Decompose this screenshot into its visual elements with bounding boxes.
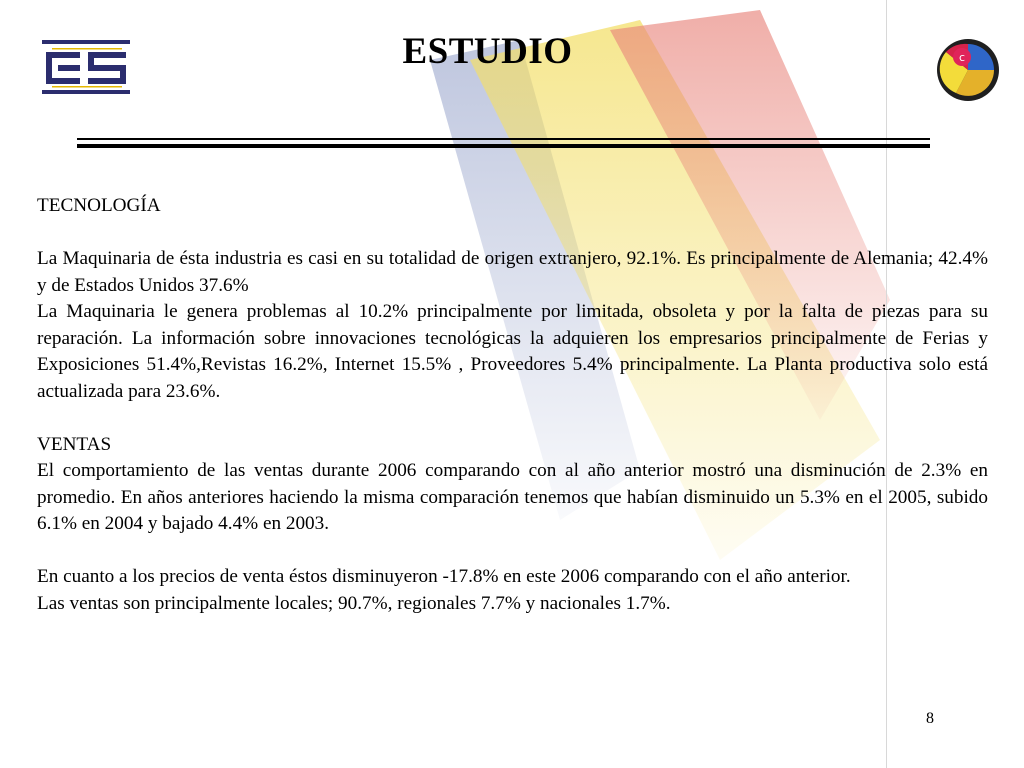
sales-paragraph-2: En cuanto a los precios de venta éstos disminuyeron -17.8% en este 2006 comparando con el año anterior. — [37, 566, 851, 587]
sales-heading: VENTAS — [37, 433, 112, 455]
title-rule-thick — [77, 144, 930, 148]
sales-paragraph-1: El comportamiento de las ventas durante 2006 comparando con al año anterior mostró una disminución de 2.3% en promedio. En años anteriores haciendo la misma comparación tenemos que habían disminuido un 5.3% en el 2005, subido 6.1% en 2004 y bajado 4.4% en 2003. — [37, 460, 988, 534]
technology-paragraph-1: La Maquinaria de ésta industria es casi en su totalidad de origen extranjero, 92.1%. Es principalmente de Alemania; 42.4% y de Estados Unidos 37.6% — [37, 248, 988, 296]
svg-text:c: c — [958, 51, 966, 64]
spacer — [37, 538, 988, 565]
spacer — [37, 405, 988, 432]
slide-body — [37, 193, 988, 617]
spacer — [37, 220, 988, 247]
sales-paragraph-3: Las ventas son principalmente locales; 90.7%, regionales 7.7% y nacionales 1.7%. — [37, 592, 671, 614]
slide-title: ESTUDIO — [402, 31, 573, 72]
technology-heading: TECNOLOGÍA — [37, 195, 161, 216]
page-number: 8 — [926, 710, 934, 727]
title-rule-thin — [77, 138, 930, 140]
technology-paragraph-2: La Maquinaria le genera problemas al 10.2% principalmente por limitada, obsoleta y por la falta de piezas para su reparación. La información sobre innovaciones tecnológicas la adquieren los empresarios principalmente de Ferias y Exposiciones 51.4%,Revistas 16.2%, Internet 15.5% , Proveedores 5.4% principalmente. La Planta productiva solo está actualizada para 23.6%. — [37, 301, 988, 402]
